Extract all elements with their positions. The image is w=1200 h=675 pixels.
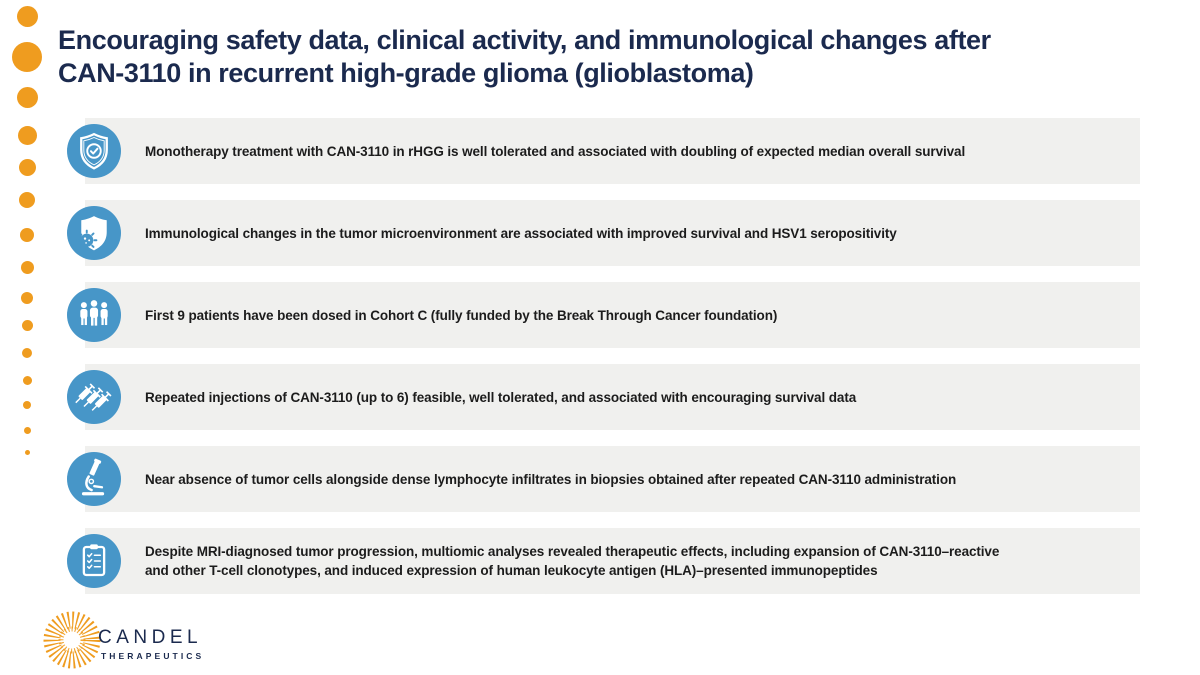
decor-dot: [24, 427, 31, 434]
shield-check-icon: [67, 124, 121, 178]
decor-dot: [17, 87, 38, 108]
takeaway-list: [67, 118, 1140, 594]
slide-title-line1: Encouraging safety data, clinical activity, and immunological changes after: [58, 25, 991, 55]
syringes-icon: [67, 370, 121, 424]
decorative-dot-strip: [0, 0, 60, 480]
decor-dot: [22, 320, 33, 331]
takeaway-line: and other T-cell clonotypes, and induced expression of human leukocyte antigen (HLA)–presented immunopeptides: [145, 563, 878, 578]
decor-dot: [23, 376, 32, 385]
takeaway-text: [145, 282, 1130, 348]
decor-dot: [22, 348, 32, 358]
slide-title-line2: CAN-3110 in recurrent high-grade glioma (glioblastoma): [58, 58, 754, 88]
takeaway-row-biopsies: [67, 446, 1140, 512]
logo-brand-text: CANDEL: [98, 627, 203, 648]
takeaway-line: Monotherapy treatment with CAN-3110 in rHGG is well tolerated and associated with doubling of expected median overall survival: [145, 143, 966, 159]
decor-dot: [20, 228, 34, 242]
clipboard-checklist-icon: [67, 534, 121, 588]
decor-dot: [25, 450, 30, 455]
starburst-icon: [40, 608, 104, 672]
logo-subbrand-text: THERAPEUTICS: [101, 651, 205, 661]
patients-group-icon: [67, 288, 121, 342]
takeaway-line: Repeated injections of CAN-3110 (up to 6) feasible, well tolerated, and associated with encouraging survival data: [145, 389, 857, 405]
decor-dot: [21, 292, 33, 304]
takeaway-text: [145, 118, 1130, 184]
decor-dot: [19, 192, 35, 208]
takeaway-text: [145, 528, 1130, 594]
takeaway-row-immunological: [67, 200, 1140, 266]
candel-logo: [38, 606, 268, 670]
decor-dot: [17, 6, 38, 27]
slide-title: [58, 24, 991, 90]
takeaway-row-safety: [67, 118, 1140, 184]
takeaway-row-injections: [67, 364, 1140, 430]
shield-virus-icon: [67, 206, 121, 260]
decor-dot: [12, 42, 42, 72]
decor-dot: [21, 261, 34, 274]
decor-dot: [18, 126, 37, 145]
takeaway-line: Immunological changes in the tumor microenvironment are associated with improved survival and HSV1 seropositivity: [145, 225, 897, 241]
takeaway-text: [145, 364, 1130, 430]
takeaway-row-patients: [67, 282, 1140, 348]
decor-dot: [23, 401, 31, 409]
microscope-icon: [67, 452, 121, 506]
takeaway-line: Near absence of tumor cells alongside dense lymphocyte infiltrates in biopsies obtained after repeated CAN-3110 administration: [145, 471, 957, 487]
decor-dot: [19, 159, 36, 176]
takeaway-text: [145, 446, 1130, 512]
takeaway-line: First 9 patients have been dosed in Cohort C (fully funded by the Break Through Cancer foundation): [145, 307, 778, 323]
takeaway-row-multiomic: [67, 528, 1140, 594]
takeaway-line: Despite MRI-diagnosed tumor progression, multiomic analyses revealed therapeutic effects, including expansion of CAN-3110–reactive: [145, 544, 1000, 559]
takeaway-text: [145, 200, 1130, 266]
